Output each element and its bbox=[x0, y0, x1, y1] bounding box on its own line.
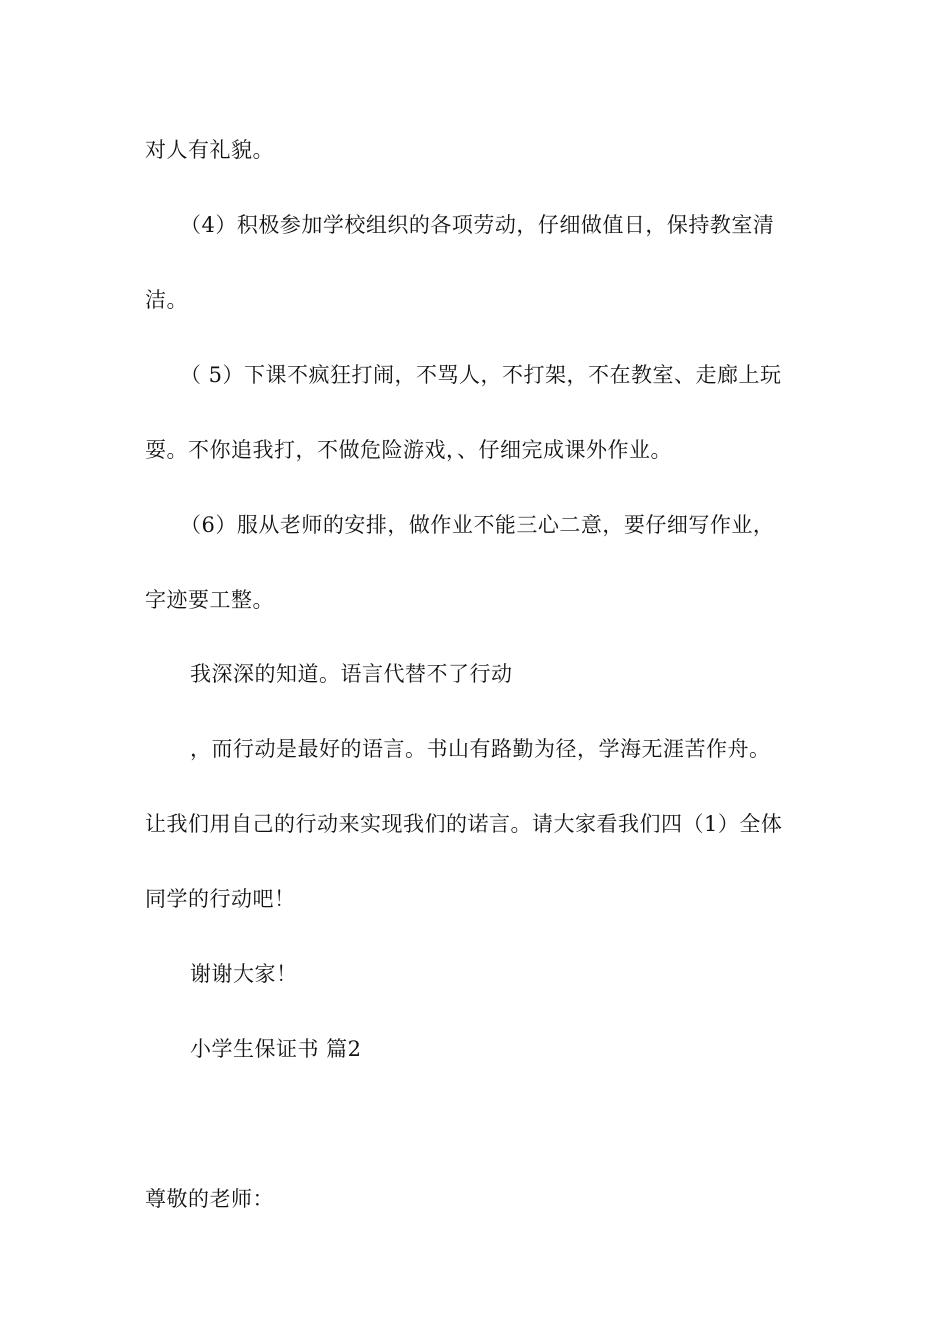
paragraph-line: 耍。不你追我打，不做危险游戏，、仔细完成课外作业。 bbox=[145, 438, 672, 462]
paragraph-line: 洁。 bbox=[145, 288, 188, 312]
salutation-line: 尊敬的老师： bbox=[145, 1187, 274, 1211]
paragraph-line: （ 5）下课不疯狂打闹，不骂人，不打架，不在教室、走廊上玩 bbox=[180, 363, 782, 387]
paragraph-line: ，而行动是最好的语言。书山有路勤为径，学海无涯苦作舟。 bbox=[190, 737, 771, 761]
paragraph-line: 谢谢大家！ bbox=[190, 962, 298, 986]
paragraph-line: 对人有礼貌。 bbox=[145, 138, 274, 162]
paragraph-line: 让我们用自己的行动来实现我们的诺言。请大家看我们四（1）全体 bbox=[145, 812, 783, 836]
paragraph-line: （4）积极参加学校组织的各项劳动，仔细做值日，保持教室清 bbox=[180, 213, 775, 237]
paragraph-line: 同学的行动吧！ bbox=[145, 887, 296, 911]
paragraph-line: 字迹要工整。 bbox=[145, 588, 274, 612]
paragraph-line: 我深深的知道。语言代替不了行动 bbox=[190, 662, 513, 686]
section-heading: 小学生保证书 篇2 bbox=[190, 1037, 362, 1061]
paragraph-line: （6）服从老师的安排，做作业不能三心二意，要仔细写作业， bbox=[180, 513, 775, 537]
